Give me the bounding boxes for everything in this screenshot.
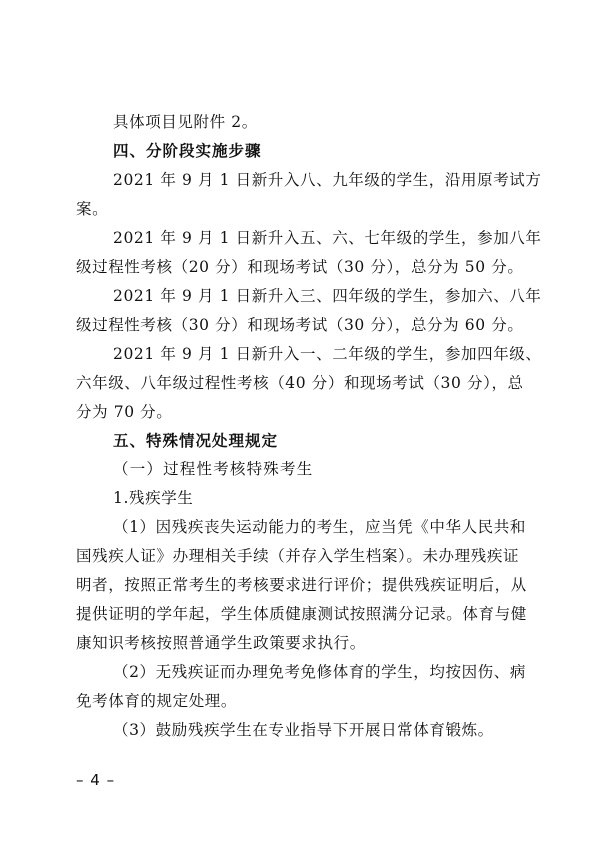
section-heading-5: 五、特殊情况处理规定 xyxy=(113,431,279,450)
text-line: 2021 年 9 月 1 日新升入三、四年级的学生，参加六、八年 xyxy=(113,286,542,305)
subsection-heading: （一）过程性考核特殊考生 xyxy=(113,460,314,479)
item-heading: 1.残疾学生 xyxy=(113,489,194,508)
text-line: 级过程性考核（20 分）和现场考试（30 分），总分为 50 分。 xyxy=(76,257,524,276)
text-line: 分为 70 分。 xyxy=(76,402,173,421)
text-line: 明者，按照正常考生的考核要求进行评价；提供残疾证明后，从 xyxy=(76,576,527,595)
text-line: 康知识考核按照普通学生政策要求执行。 xyxy=(76,634,366,653)
text-line: 具体项目见附件 2。 xyxy=(113,113,258,131)
section-heading-4: 四、分阶段实施步骤 xyxy=(113,142,262,160)
text-line: （1）因残疾丧失运动能力的考生，应当凭《中华人民共和 xyxy=(113,518,526,537)
text-line: （3）鼓励残疾学生在专业指导下开展日常体育锻炼。 xyxy=(113,721,494,739)
text-line: 级过程性考核（30 分）和现场考试（30 分），总分为 60 分。 xyxy=(76,315,524,334)
text-line: 免考体育的规定处理。 xyxy=(76,692,238,710)
text-line: 提供证明的学年起，学生体质健康测试按照满分记录。体育与健 xyxy=(76,605,527,624)
text-line: 2021 年 9 月 1 日新升入八、九年级的学生，沿用原考试方 xyxy=(113,170,542,189)
text-line: （2）无残疾证而办理免考免修体育的学生，均按因伤、病 xyxy=(113,663,526,682)
text-line: 2021 年 9 月 1 日新升入一、二年级的学生，参加四年级、 xyxy=(113,344,542,363)
page-number: – 4 – xyxy=(76,771,116,789)
text-line: 国残疾人证》办理相关手续（并存入学生档案）。未办理残疾证 xyxy=(76,547,520,566)
text-line: 案。 xyxy=(76,199,109,218)
text-line: 2021 年 9 月 1 日新升入五、六、七年级的学生，参加八年 xyxy=(113,228,542,247)
text-line: 六年级、八年级过程性考核（40 分）和现场考试（30 分），总 xyxy=(76,373,524,392)
